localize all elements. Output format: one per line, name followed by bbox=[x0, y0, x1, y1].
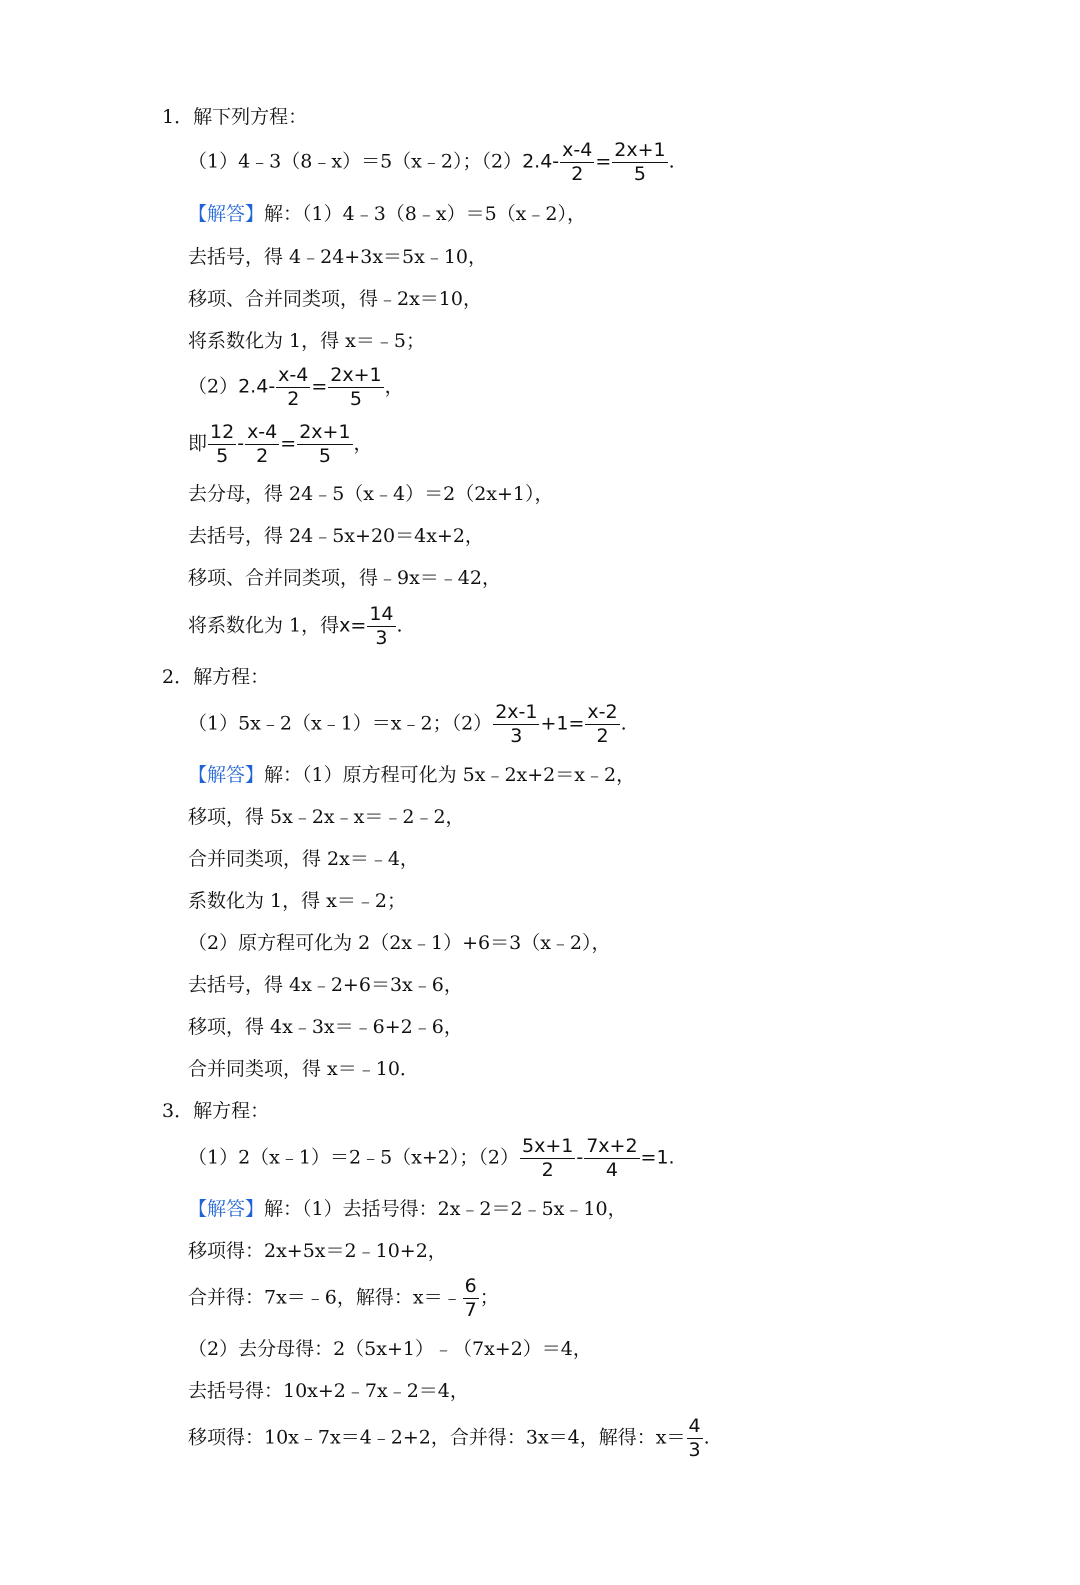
numerator: 12 bbox=[210, 421, 235, 443]
equals-sign: = bbox=[595, 150, 612, 173]
answer-tag: 【解答】 bbox=[188, 203, 265, 225]
ie-label: 即 bbox=[188, 432, 208, 455]
equation-tail: =1. bbox=[640, 1146, 675, 1169]
fraction bbox=[208, 422, 236, 467]
numerator: 14 bbox=[369, 603, 394, 625]
punctuation: . bbox=[703, 1426, 710, 1449]
problem-1-solution-start bbox=[188, 202, 586, 226]
fraction bbox=[328, 365, 383, 410]
solution-step: 合并同类项，得 2x＝﹣4， bbox=[188, 848, 419, 870]
numerator: x-4 bbox=[562, 139, 593, 161]
fraction bbox=[493, 702, 539, 747]
punctuation: ， bbox=[353, 432, 373, 455]
numerator: 2x-1 bbox=[495, 701, 538, 723]
punctuation: ， bbox=[384, 375, 404, 398]
statement-text: （1）4﹣3（8﹣x）＝5（x﹣2）； bbox=[188, 150, 482, 173]
solution-text: 将系数化为 1，得 bbox=[188, 614, 340, 637]
statement-text: （1）2（x﹣1）＝2﹣5（x+2）；（2） bbox=[188, 1146, 519, 1169]
punctuation: . bbox=[396, 614, 403, 637]
operator: +1= bbox=[540, 712, 585, 735]
denominator: 7 bbox=[464, 1299, 477, 1321]
numerator: 7x+2 bbox=[586, 1135, 638, 1157]
solution-text: 解：（1）去括号得：2x﹣2＝2﹣5x﹣10， bbox=[264, 1198, 627, 1220]
problem-1-heading: 1．解下列方程： bbox=[162, 106, 308, 128]
solution-step: 移项得：2x+5x＝2﹣10+2， bbox=[188, 1240, 447, 1262]
solution-step: （2）去分母得：2（5x+1）﹣（7x+2）＝4， bbox=[188, 1338, 592, 1360]
problem-3-heading: 3．解方程： bbox=[162, 1100, 270, 1122]
solution-step-fraction bbox=[188, 1416, 710, 1461]
fraction bbox=[612, 140, 667, 185]
decimal-term: 2.4 bbox=[522, 150, 553, 173]
numerator: 5x+1 bbox=[521, 1135, 574, 1157]
denominator: 2 bbox=[596, 725, 609, 747]
problem-3-solution-start bbox=[188, 1197, 627, 1221]
solution-step: 去括号，得 4x﹣2+6＝3x﹣6， bbox=[188, 974, 463, 996]
problem-2-statement bbox=[188, 702, 627, 747]
punctuation: . bbox=[620, 712, 627, 735]
fraction bbox=[560, 140, 594, 185]
part-label: （2） bbox=[188, 375, 239, 398]
solution-step: 移项、合并同类项，得﹣2x＝10， bbox=[188, 288, 482, 310]
problem-3-statement bbox=[188, 1136, 675, 1181]
solution-step: 移项，得 5x﹣2x﹣x＝﹣2﹣2， bbox=[188, 806, 465, 828]
denominator: 2 bbox=[256, 445, 269, 467]
denominator: 2 bbox=[287, 388, 300, 410]
fraction bbox=[687, 1416, 703, 1461]
solution-step-fraction bbox=[188, 365, 404, 410]
solution-step-fraction bbox=[188, 604, 403, 649]
solution-step: 系数化为 1，得 x＝﹣2； bbox=[188, 890, 406, 912]
problem-2-solution-start bbox=[188, 763, 635, 787]
solution-step: 将系数化为 1，得 x＝﹣5； bbox=[188, 330, 425, 352]
numerator: 2x+1 bbox=[330, 364, 382, 386]
answer-tag: 【解答】 bbox=[188, 1198, 265, 1220]
numerator: 4 bbox=[688, 1415, 701, 1437]
denominator: 2 bbox=[571, 163, 584, 185]
denominator: 3 bbox=[375, 627, 388, 649]
part-label: （2） bbox=[481, 150, 523, 173]
equals-sign: = bbox=[280, 432, 297, 455]
denominator: 5 bbox=[349, 388, 363, 410]
solution-step: 去括号，得 4﹣24+3x＝5x﹣10， bbox=[188, 246, 488, 268]
minus-sign: - bbox=[237, 432, 245, 455]
denominator: 5 bbox=[216, 445, 229, 467]
solution-step: （2）原方程可化为 2（2x﹣1）+6＝3（x﹣2）， bbox=[188, 932, 611, 954]
equals-sign: = bbox=[311, 375, 328, 398]
numerator: 6 bbox=[464, 1275, 477, 1297]
solution-step: 合并同类项，得 x＝﹣10． bbox=[188, 1058, 419, 1080]
solution-text: 解：（1）原方程可化为 5x﹣2x+2＝x﹣2， bbox=[264, 764, 636, 786]
solution-step: 去括号得：10x+2﹣7x﹣2＝4， bbox=[188, 1380, 469, 1402]
numerator: x-4 bbox=[278, 364, 309, 386]
numerator: x-4 bbox=[247, 421, 278, 443]
variable-x: x= bbox=[339, 614, 367, 637]
fraction bbox=[585, 702, 619, 747]
solution-text: 移项得：10x﹣7x＝4﹣2+2，合并得：3x＝4，解得：x＝ bbox=[188, 1426, 686, 1449]
denominator: 5 bbox=[318, 445, 331, 467]
fraction bbox=[584, 1136, 639, 1181]
fraction bbox=[520, 1136, 575, 1181]
solution-step: 移项、合并同类项，得﹣9x＝﹣42， bbox=[188, 567, 501, 589]
minus-sign: - bbox=[268, 375, 276, 398]
denominator: 4 bbox=[605, 1159, 618, 1181]
denominator: 3 bbox=[688, 1439, 701, 1461]
numerator: 2x+1 bbox=[299, 421, 351, 443]
statement-text: （1）5x﹣2（x﹣1）＝x﹣2；（2） bbox=[188, 712, 493, 735]
fraction bbox=[367, 604, 395, 649]
solution-step: 移项，得 4x﹣3x＝﹣6+2﹣6， bbox=[188, 1016, 463, 1038]
solution-step: 去括号，得 24﹣5x+20＝4x+2， bbox=[188, 525, 484, 547]
denominator: 3 bbox=[510, 725, 523, 747]
solution-step-fraction bbox=[188, 422, 373, 467]
solution-text: 解：（1）4﹣3（8﹣x）＝5（x﹣2）， bbox=[264, 203, 586, 225]
punctuation: ； bbox=[479, 1286, 499, 1309]
numerator: x-2 bbox=[587, 701, 618, 723]
solution-step: 去分母，得 24﹣5（x﹣4）＝2（2x+1）， bbox=[188, 483, 554, 505]
numerator: 2x+1 bbox=[614, 139, 666, 161]
fraction bbox=[297, 422, 352, 467]
fraction bbox=[245, 422, 279, 467]
fraction bbox=[276, 365, 310, 410]
punctuation: . bbox=[668, 150, 675, 173]
denominator: 5 bbox=[633, 163, 646, 185]
denominator: 2 bbox=[541, 1159, 554, 1181]
solution-text: 合并得：7x＝﹣6，解得：x＝﹣ bbox=[188, 1286, 462, 1309]
problem-2-heading: 2．解方程： bbox=[162, 666, 270, 688]
minus-sign: - bbox=[552, 150, 560, 173]
answer-tag: 【解答】 bbox=[188, 764, 265, 786]
fraction bbox=[463, 1276, 479, 1321]
problem-1-statement bbox=[188, 140, 675, 185]
minus-sign: - bbox=[576, 1146, 584, 1169]
decimal-term: 2.4 bbox=[238, 375, 269, 398]
solution-step-fraction bbox=[188, 1276, 499, 1321]
